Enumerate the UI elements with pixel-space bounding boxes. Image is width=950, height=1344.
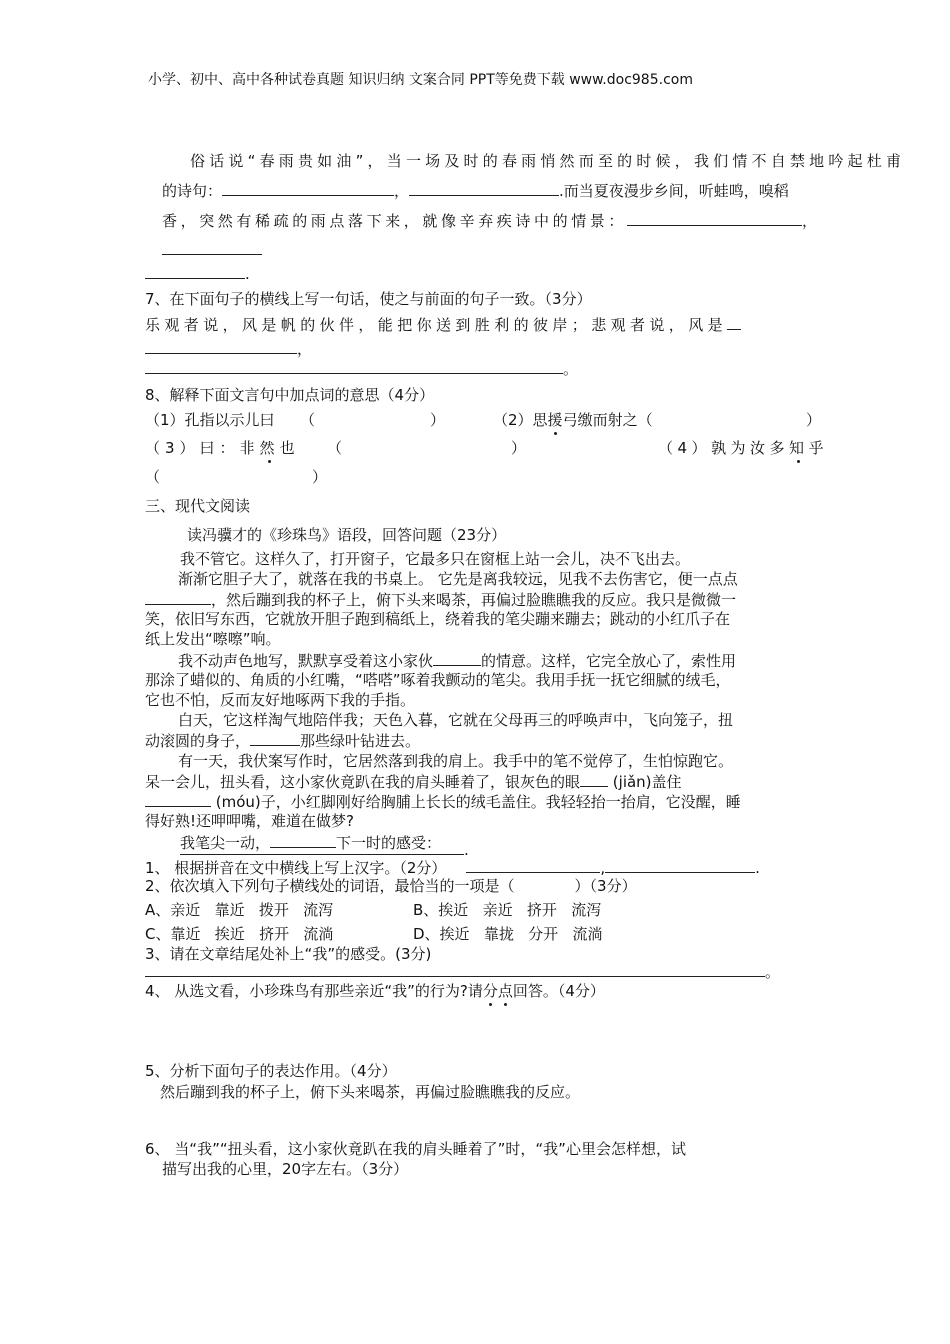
question-4-dot-1: 分 bbox=[482, 982, 498, 1000]
answer-q1-1[interactable] bbox=[466, 858, 600, 873]
q8-item-3-suffix: 也 bbox=[279, 439, 300, 457]
option-d: D、挨近 靠拢 分开 流淌 bbox=[413, 925, 603, 943]
poem-period: . bbox=[245, 265, 250, 283]
question-1-text: 1、 根据拼音在文中横线上写上汉字。（2分） bbox=[145, 859, 447, 877]
passage-p3-line1 bbox=[178, 651, 736, 670]
q8-item-2-prefix: （2）思 bbox=[493, 411, 548, 429]
passage-p3-line3: 它也不怕，反而友好地啄两下我的手指。 bbox=[145, 691, 416, 709]
q8-item-1 bbox=[145, 411, 275, 429]
question-1 bbox=[145, 858, 760, 877]
q8-item-4-paren-close: ） bbox=[312, 468, 328, 486]
passage-p6-a: 我笔尖一动， bbox=[180, 834, 271, 852]
question-4 bbox=[145, 982, 605, 1000]
blank-poem-1[interactable] bbox=[222, 181, 394, 196]
passage-p5-line2-b: (jiǎn)盖住 bbox=[612, 773, 682, 791]
passage-p6-b: 下一时的感受： bbox=[336, 834, 442, 852]
q8-item-3-paren-close: ） bbox=[511, 439, 527, 457]
q7-sentence bbox=[145, 315, 741, 334]
question-3-end: 。 bbox=[765, 963, 781, 981]
blank-poem-4[interactable] bbox=[162, 240, 262, 255]
section-3-title: 三、现代文阅读 bbox=[145, 497, 251, 515]
passage-ending-period: . bbox=[464, 841, 469, 859]
q8-item-4-dotted-char: 知 bbox=[789, 439, 809, 457]
passage-p3-line1-a: 我不动声色地写，默默享受着这小家伙 bbox=[178, 652, 434, 670]
q7-end: 。 bbox=[563, 360, 579, 378]
passage-ending-line bbox=[180, 840, 469, 859]
q8-title: 8、解释下面文言句中加点词的意思（4分） bbox=[145, 386, 435, 404]
blank-mou[interactable] bbox=[145, 792, 211, 807]
passage-p2-line4: 纸上发出“嚓嚓”响。 bbox=[145, 630, 281, 648]
q7-line-2 bbox=[145, 339, 312, 358]
poem-line-2-suffix: .而当夏夜漫步乡间，听蛙鸣，嗅稻 bbox=[559, 182, 789, 200]
blank-q7-2[interactable] bbox=[145, 339, 297, 354]
question-5-sentence: 然后蹦到我的杯子上，俯下头来喝茶，再偏过脸瞧瞧我的反应。 bbox=[160, 1083, 581, 1101]
q8-item-3-dotted-char: 然 bbox=[259, 439, 280, 457]
passage-p2-line3: 笑，依旧写东西，它就放开胆子跑到稿纸上，绕着我的笔尖蹦来蹦去；跳动的小红爪子在 bbox=[145, 610, 731, 628]
q8-item-1-paren-open: （ bbox=[300, 411, 316, 429]
option-b: B、挨近 亲近 挤开 流泻 bbox=[413, 901, 602, 919]
poem-line-2-prefix: 的诗句： bbox=[162, 182, 223, 200]
question-2-text: 2、依次填入下列句子横线处的词语，最恰当的一项是（ bbox=[145, 877, 515, 895]
q8-item-4-prefix: （4）孰为汝多 bbox=[658, 439, 790, 457]
passage-p3-line2: 那涂了蜡似的、角质的小红嘴，“嗒嗒”啄着我颤动的笔尖。我用手抚一抚它细腻的绒毛， bbox=[145, 671, 731, 689]
q8-item-2-paren-close: ） bbox=[806, 411, 822, 429]
answer-q1-2[interactable] bbox=[605, 858, 755, 873]
question-4-a: 4、 从选文看，小珍珠鸟有那些亲近“我”的行为?请 bbox=[145, 982, 483, 1000]
q8-item-2-suffix: 弓缴而射之 bbox=[562, 411, 638, 429]
passage-p1: 我不管它。这样久了，打开窗子，它最多只在窗框上站一会儿，决不飞出去。 bbox=[180, 550, 691, 568]
question-6-line1: 6、 当“我”“扭头看，这小家伙竟趴在我的肩头睡着了”时，“我”心里会怎样想，试 bbox=[145, 1140, 686, 1158]
question-5: 5、分析下面句子的表达作用。（4分） bbox=[145, 1062, 397, 1080]
passage-p5-line1: 有一天，我伏案写作时，它居然落到我的肩上。我手中的笔不觉停了，生怕惊跑它。 bbox=[178, 752, 734, 770]
blank-passage-3[interactable] bbox=[250, 731, 300, 746]
page-header: 小学、初中、高中各种试卷真题 知识归纳 文案合同 PPT等免费下载 www.doc985.com bbox=[148, 72, 693, 88]
poem-last-line bbox=[145, 264, 250, 283]
question-2-end: ）（3分） bbox=[574, 877, 637, 895]
q7-line-3 bbox=[145, 359, 578, 378]
q8-item-1-text: （1）孔指以示儿曰 bbox=[145, 411, 275, 429]
q7-title: 7、在下面句子的横线上写一句话，使之与前面的句子一致。（3分） bbox=[145, 290, 592, 308]
question-1-end: . bbox=[755, 859, 760, 877]
blank-poem-2[interactable] bbox=[409, 181, 559, 196]
answer-q3[interactable] bbox=[145, 962, 765, 977]
poem-line-2 bbox=[162, 181, 789, 200]
q7-sentence-text: 乐观者说，风是帆的伙伴，能把你送到胜利的彼岸；悲观者说，风是 bbox=[145, 316, 728, 334]
blank-passage-1[interactable] bbox=[145, 590, 211, 605]
blank-q7-1[interactable] bbox=[727, 315, 741, 330]
q8-item-3-paren-open: （ bbox=[327, 439, 343, 457]
option-c: C、靠近 挨近 挤开 流淌 bbox=[145, 925, 334, 943]
passage-p3-line1-b: 的情意。这样，它完全放心了，索性用 bbox=[481, 652, 737, 670]
blank-jian[interactable] bbox=[580, 772, 608, 787]
q8-item-4-suffix: 乎 bbox=[808, 439, 829, 457]
q8-item-4-paren-open: （ bbox=[145, 468, 161, 486]
poem-line-1: 俗话说“春雨贵如油”，当一场及时的春雨悄然而至的时候，我们情不自禁地吟起杜甫 bbox=[190, 152, 906, 170]
passage-p2-line1: 渐渐它胆子大了，就落在我的书桌上。 它先是离我较远，见我不去伤害它，便一点点 bbox=[178, 570, 738, 588]
q7-comma: ， bbox=[297, 340, 313, 358]
option-a: A、亲近 靠近 拨开 流泻 bbox=[145, 901, 334, 919]
passage-p5-line3 bbox=[145, 792, 741, 811]
q8-item-1-paren-close: ） bbox=[430, 411, 446, 429]
blank-q7-3[interactable] bbox=[145, 359, 563, 374]
question-3: 3、请在文章结尾处补上“我”的感受。(3分) bbox=[145, 945, 432, 963]
question-4-b: 回答。（4分） bbox=[512, 982, 605, 1000]
q8-item-3 bbox=[145, 439, 300, 457]
passage-p4-line2-b: 那些绿叶钻进去。 bbox=[300, 732, 421, 750]
q8-item-4 bbox=[658, 439, 828, 457]
q8-item-3-prefix: （3）曰：非 bbox=[145, 439, 260, 457]
blank-passage-2[interactable] bbox=[433, 651, 481, 666]
passage-p5-line4: 得好熟!还呷呷嘴，难道在做梦? bbox=[145, 812, 354, 830]
section-3-intro: 读冯骥才的《珍珠鸟》语段，回答问题（23分） bbox=[187, 526, 507, 544]
passage-p5-line2-a: 呆一会儿，扭头看，这小家伙竟趴在我的肩头睡着了，银灰色的眼 bbox=[145, 773, 581, 791]
blank-poem-3[interactable] bbox=[627, 211, 802, 226]
question-3-answer-line bbox=[145, 962, 780, 981]
blank-passage-ending[interactable] bbox=[180, 840, 464, 855]
passage-p4-line1: 白天，它这样淘气地陪伴我；天色入暮，它就在父母再三的呼唤声中，飞向笼子，扭 bbox=[178, 711, 734, 729]
q8-item-2-dotted-char: 援 bbox=[547, 411, 563, 429]
question-1-comma: , bbox=[600, 859, 606, 877]
question-2 bbox=[145, 877, 637, 895]
passage-p5-line2 bbox=[145, 772, 682, 791]
passage-p4-line2-a: 动滚圆的身子， bbox=[145, 732, 251, 750]
poem-comma: ， bbox=[394, 182, 410, 200]
q8-item-2-paren-open: （ bbox=[637, 411, 653, 429]
passage-p5-line3-text: (móu)子，小红脚刚好给胸脯上长长的绒毛盖住。我轻轻抬一抬肩，它没醒，睡 bbox=[215, 793, 741, 811]
passage-p2-line2-text: ，然后蹦到我的杯子上，俯下头来喝茶，再偏过脸瞧瞧我的反应。我只是微微一 bbox=[211, 591, 737, 609]
question-6-line2: 描写出我的心里，20字左右。（3分） bbox=[162, 1160, 409, 1178]
poem-line-3 bbox=[162, 211, 821, 230]
answer-q8-1[interactable] bbox=[318, 413, 428, 428]
passage-p2-line2 bbox=[145, 590, 736, 609]
passage-p4-line2 bbox=[145, 731, 420, 750]
blank-poem-5[interactable] bbox=[145, 264, 245, 279]
question-4-dot-2: 点 bbox=[497, 982, 513, 1000]
q8-item-2 bbox=[493, 411, 653, 429]
poem-line-3-text: 香，突然有稀疏的雨点落下来，就像辛弃疾诗中的情景： bbox=[162, 212, 628, 230]
poem-line-3-end: ， bbox=[802, 212, 821, 230]
